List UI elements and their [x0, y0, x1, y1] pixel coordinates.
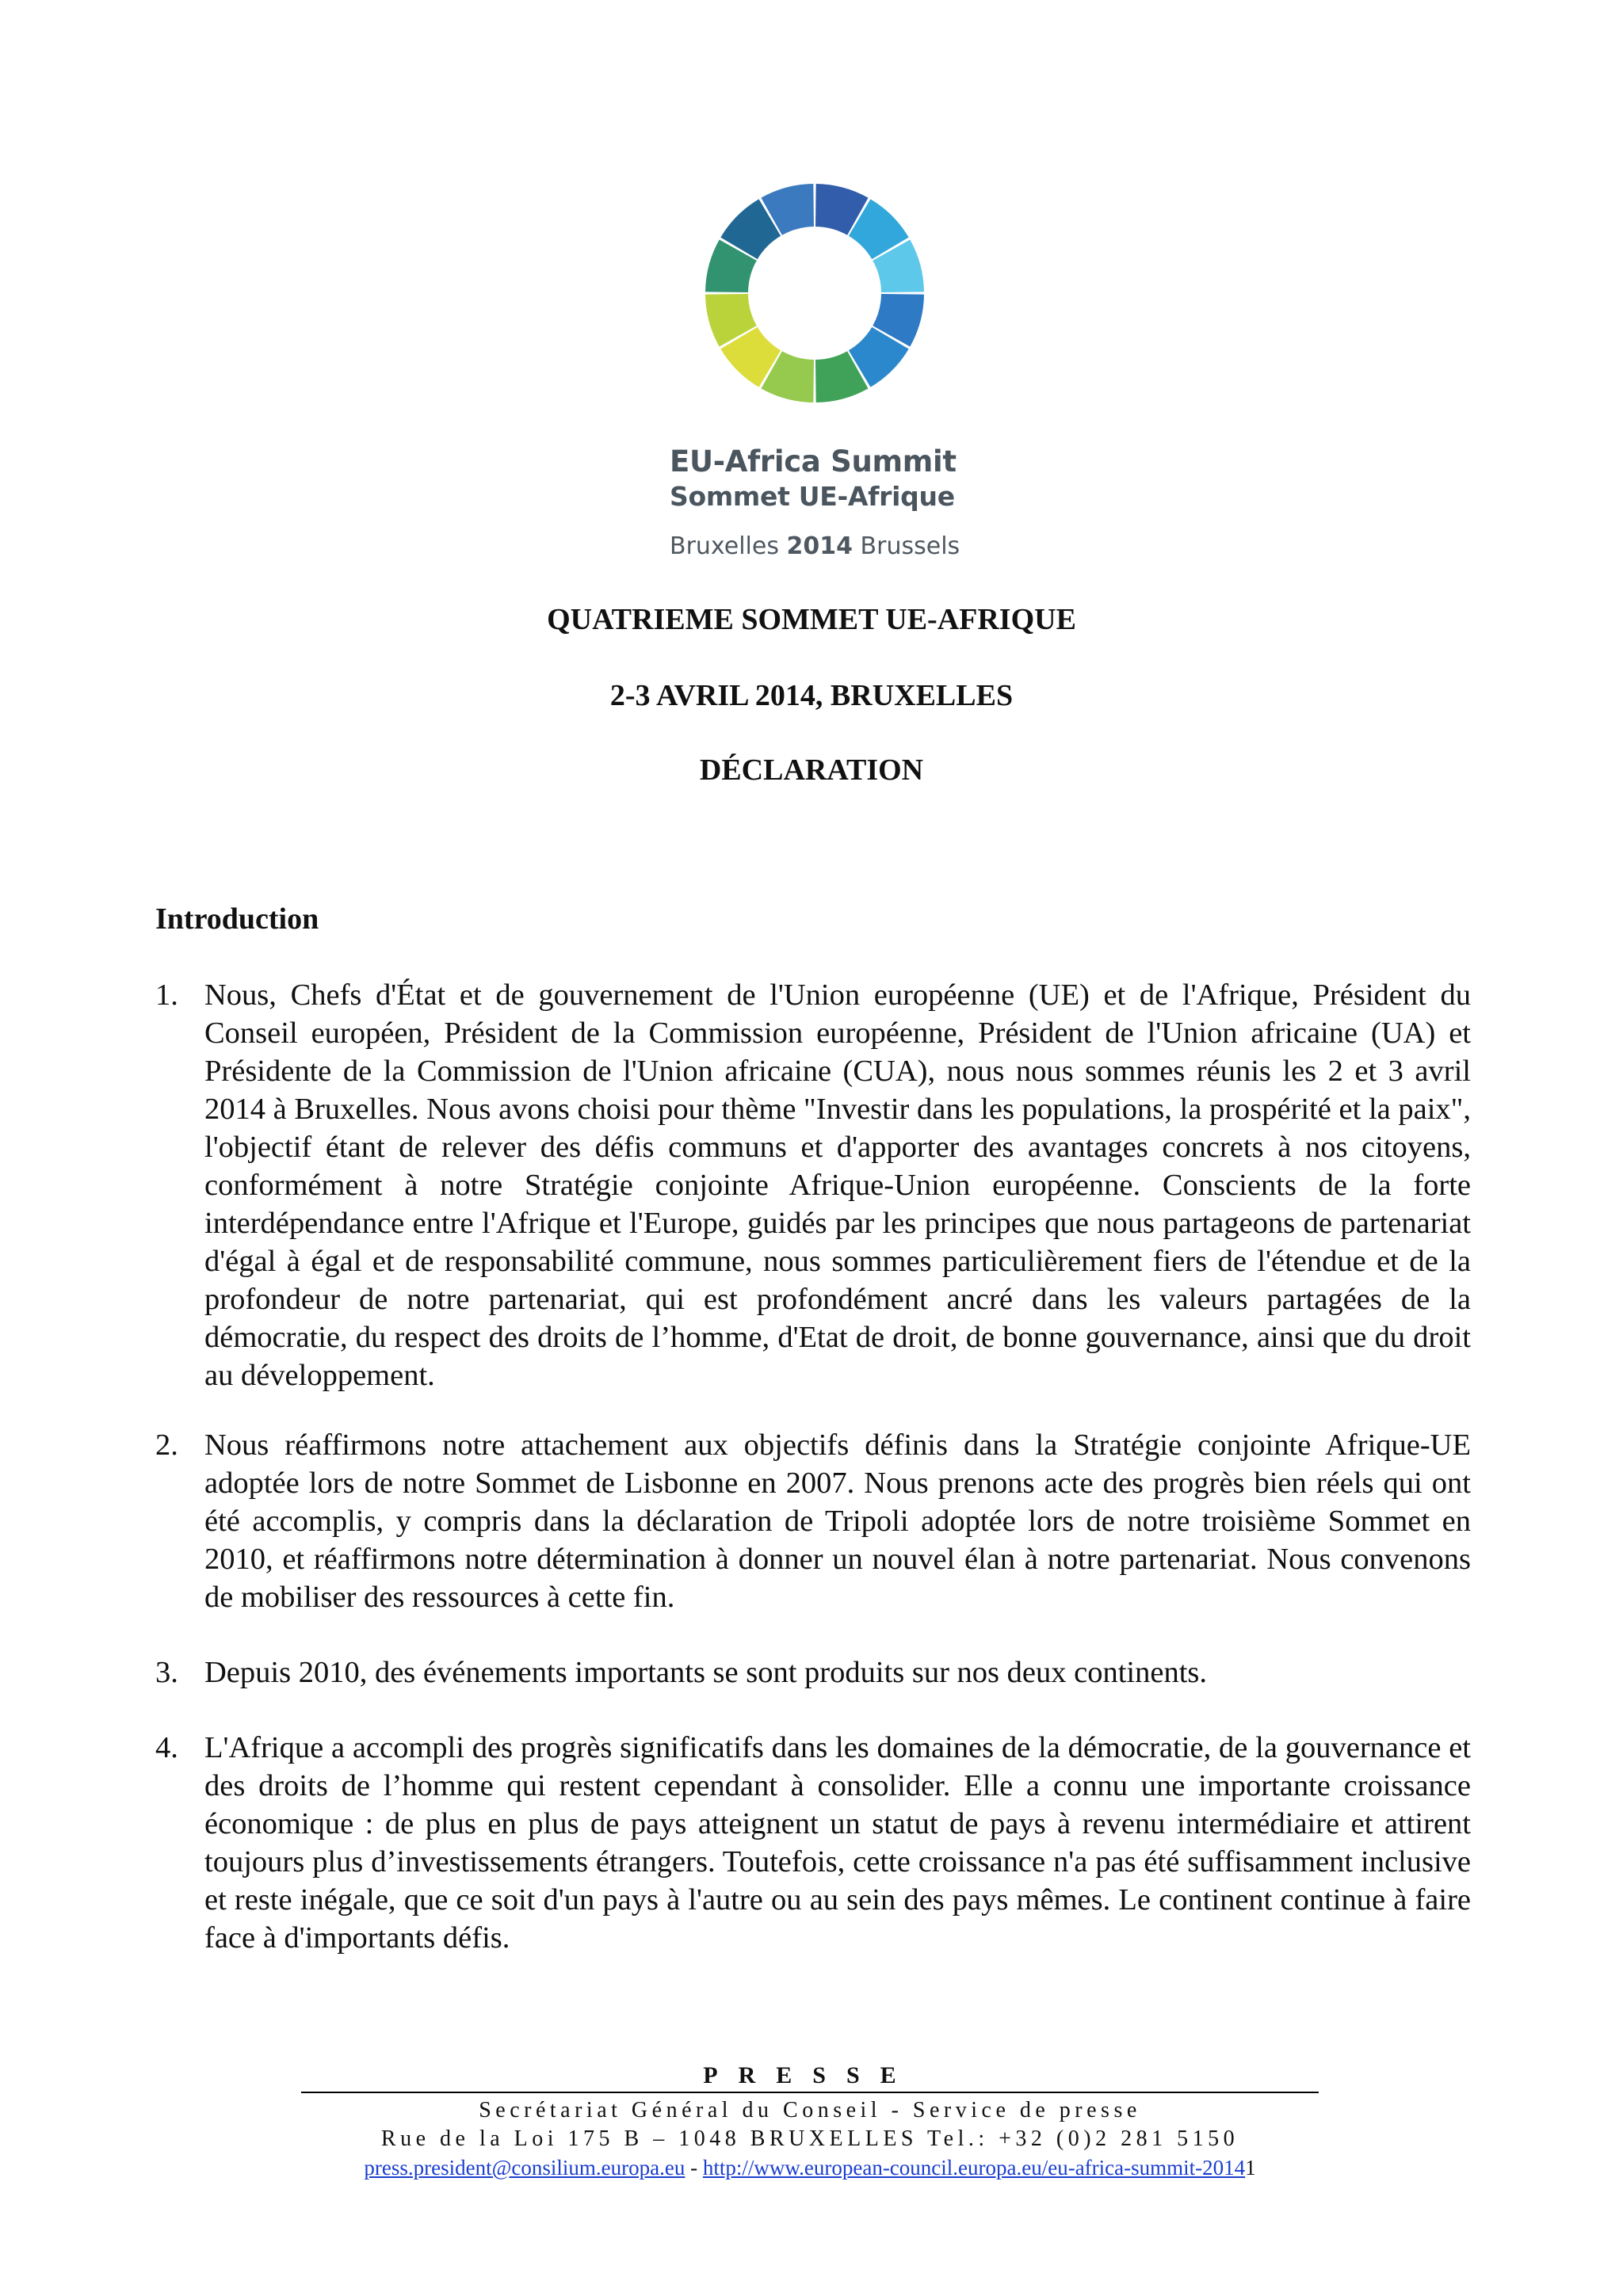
press-email-link[interactable]: press.president@consilium.europa.eu — [364, 2156, 685, 2180]
page-number: 1 — [1245, 2156, 1256, 2180]
numbered-paragraph — [155, 976, 1471, 1394]
paragraph-text: L'Afrique a accompli des progrès significatifs dans les domaines de la démocratie, de la gouvernance et des droits de l’homme qui restent cependant à consolider. Elle a connu une importante croissance économique : de plus en plus de pays atteignent un statut de pays à revenu intermédiaire et attirent toujours plus d’investissements étrangers. Toutefois, cette croissance n'a pas été suffisamment inclusive et reste inégale, que ce soit d'un pays à l'autre ou au sein des pays mêmes. Le continent continue à faire face à d'importants défis. — [204, 1731, 1471, 1955]
footer-service-line: Secrétariat Général du Conseil - Service de presse — [479, 2098, 1141, 2122]
footer-divider — [301, 2092, 1319, 2093]
section-heading-introduction: Introduction — [155, 902, 319, 936]
document-type: DÉCLARATION — [699, 753, 924, 787]
logo-city-year — [670, 531, 987, 563]
paragraph-text: Nous, Chefs d'État et de gouvernement de l'Union européenne (UE) et de l'Afrique, Président du Conseil européen, Président de la Commission européenne, Président de l'Union africaine (UA) et Présidente de la Commission de l'Union africaine (CUA), nous nous sommes réunis les 2 et 3 avril 2014 à Bruxelles. Nous avons choisi pour thème "Investir dans les populations, la prospérité et la paix", l'objectif étant de relever des défis communs et d'apporter des avantages concrets à nos citoyens, conformément à notre Stratégie conjointe Afrique-Union européenne. Conscients de la forte interdépendance entre l'Afrique et l'Europe, guidés par les principes que nous partageons de partenariat d'égal à égal et de responsabilité commune, nous sommes particulièrement fiers de l'étendue et de la profondeur de notre partenariat, qui est profondément ancré dans les valeurs partagées de la démocratie, du respect des droits de l’homme, d'Etat de droit, de bonne gouvernance, ainsi que du droit au développement. — [204, 978, 1471, 1392]
paragraph-number: 2. — [155, 1428, 178, 1462]
numbered-paragraph — [155, 1426, 1471, 1616]
footer-address-line: Rue de la Loi 175 B – 1048 BRUXELLES Tel.: +32 (0)2 281 5150 — [380, 2126, 1239, 2151]
document-title: QUATRIEME SOMMET UE-AFRIQUE — [547, 603, 1076, 636]
logo-city-en: Brussels — [853, 532, 960, 560]
press-label: PRESSE — [703, 2062, 917, 2088]
paragraph-text: Nous réaffirmons notre attachement aux objectifs définis dans la Stratégie conjointe Afrique-UE adoptée lors de notre Sommet de Lisbonne en 2007. Nous prenons acte des progrès bien réels qui ont été accomplis, y compris dans la déclaration de Tripoli adoptée lors de notre troisième Sommet en 2010, et réaffirmons notre détermination à donner un nouvel élan à notre partenariat. Nous convenons de mobiliser des ressources à cette fin. — [204, 1428, 1471, 1614]
paragraph-number: 3. — [155, 1656, 178, 1689]
numbered-paragraph — [155, 1729, 1471, 1957]
summit-logo-text — [670, 444, 987, 563]
summit-logo-ring — [696, 174, 934, 412]
paragraph-number: 1. — [155, 978, 178, 1012]
link-separator: - — [685, 2156, 703, 2180]
paragraph-number: 4. — [155, 1731, 178, 1764]
press-footer — [301, 2061, 1319, 2182]
logo-title-en: EU-Africa Summit — [670, 444, 957, 479]
logo-city-fr: Bruxelles — [670, 532, 787, 560]
numbered-paragraph — [155, 1653, 1471, 1691]
document-date: 2-3 AVRIL 2014, BRUXELLES — [609, 679, 1014, 712]
summit-website-link[interactable]: http://www.european-council.europa.eu/eu-africa-summit-2014 — [702, 2156, 1246, 2180]
logo-title-fr: Sommet UE-Afrique — [670, 481, 955, 512]
footer-links — [301, 2153, 1319, 2182]
logo-year: 2014 — [786, 532, 854, 560]
paragraph-text: Depuis 2010, des événements importants se sont produits sur nos deux continents. — [204, 1656, 1207, 1689]
